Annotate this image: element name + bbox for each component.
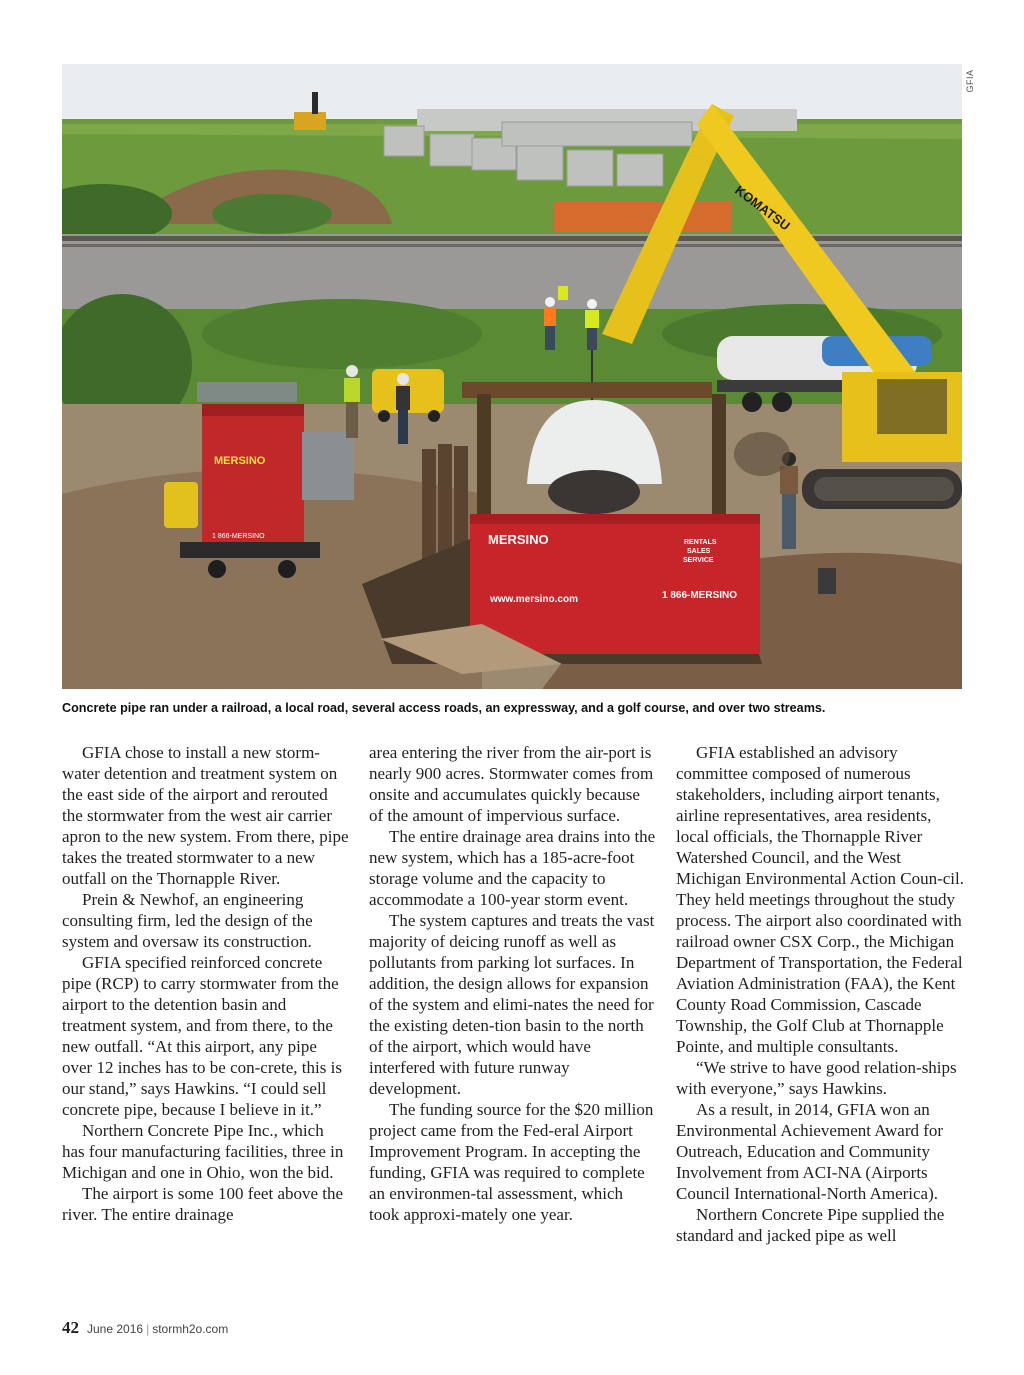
footer-separator: |	[146, 1322, 150, 1336]
paragraph: GFIA specified reinforced concrete pipe (RCP) to carry stormwater from the airport to the detention basin and treatment system, and from there, to the new outfall. “At this airport, any pipe over 12 inches has to be con-crete, this is our stand,” says Hawkins. “I could sell concrete pipe, because I believe in it.”	[62, 953, 342, 1119]
paragraph: The system captures and treats the vast majority of deicing runoff as well as pollutants from parking lot surfaces. In addition, the design allows for expansion of the system and elimi-nates the need for the existing deten-tion basin to the north of the airport, which would have interfered with future runway development.	[369, 911, 655, 1098]
paragraph: Northern Concrete Pipe supplied the standard and jacked pipe as well	[676, 1205, 945, 1245]
paragraph: The airport is some 100 feet above the river. The entire drainage	[62, 1184, 344, 1224]
page-footer	[62, 1318, 228, 1338]
photo-credit: GFIA	[965, 69, 975, 93]
svg-text:1 866-MERSINO: 1 866-MERSINO	[662, 590, 738, 601]
photo-caption: Concrete pipe ran under a railroad, a local road, several access roads, an expressway, and a golf course, and over two streams.	[62, 701, 826, 715]
site-url: stormh2o.com	[152, 1322, 229, 1336]
paragraph: Prein & Newhof, an engineering consulting firm, led the design of the system and oversaw its construction.	[62, 890, 313, 951]
paragraph: GFIA established an advisory committee composed of numerous stakeholders, including airport tenants, airline representatives, area residents, local officials, the Thornapple River Watershed Council, and the West Michigan Environmental Action Coun-cil. They held meetings throughout the study process. The airport also coordinated with railroad owner CSX Corp., the Michigan Department of Transportation, the Federal Aviation Administration (FAA), the Kent County Road Commission, Cascade Township, the Golf Club at Thornapple Pointe, and multiple consultants.	[676, 743, 965, 1056]
text-column-1	[62, 742, 350, 1225]
svg-text:1 866-MERSINO: 1 866-MERSINO	[212, 533, 265, 540]
paragraph: The entire drainage area drains into the new system, which has a 185-acre-foot storage volume and the capacity to accommodate a 100-year storm event.	[369, 827, 656, 909]
paragraph-continued: area entering the river from the air-port is nearly 900 acres. Stormwater comes from onsite and accumulates quickly because of the amount of impervious surface.	[369, 743, 654, 825]
svg-text:RENTALS: RENTALS	[684, 539, 717, 546]
page-number: 42	[62, 1318, 79, 1337]
issue-date: June 2016	[87, 1322, 144, 1336]
svg-text:SALES: SALES	[687, 548, 711, 555]
paragraph: Northern Concrete Pipe Inc., which has four manufacturing facilities, three in Michigan and one in Ohio, won the bid.	[62, 1121, 344, 1182]
paragraph: The funding source for the $20 million project came from the Fed-eral Airport Improvement Program. In accepting the funding, GFIA was required to complete an environmen-tal assessment, which took approxi-mately one year.	[369, 1100, 654, 1224]
svg-text:MERSINO: MERSINO	[214, 455, 266, 467]
text-column-3	[676, 742, 964, 1246]
svg-text:www.mersino.com: www.mersino.com	[490, 594, 578, 605]
paragraph: As a result, in 2014, GFIA won an Environmental Achievement Award for Outreach, Education and Community Involvement from ACI-NA (Airports Council International-North America).	[676, 1100, 944, 1203]
construction-photo	[62, 64, 962, 689]
svg-text:MERSINO: MERSINO	[488, 532, 549, 547]
paragraph: “We strive to have good relation-ships with everyone,” says Hawkins.	[676, 1058, 957, 1098]
paragraph: GFIA chose to install a new storm-water detention and treatment system on the east side of the airport and rerouted the stormwater from the west air carrier apron to the new system. From there, pipe takes the treated stormwater to a new outfall on the Thornapple River.	[62, 743, 349, 888]
svg-text:KOMATSU: KOMATSU	[732, 182, 793, 234]
text-column-2	[369, 742, 657, 1225]
svg-text:SERVICE: SERVICE	[683, 557, 714, 564]
